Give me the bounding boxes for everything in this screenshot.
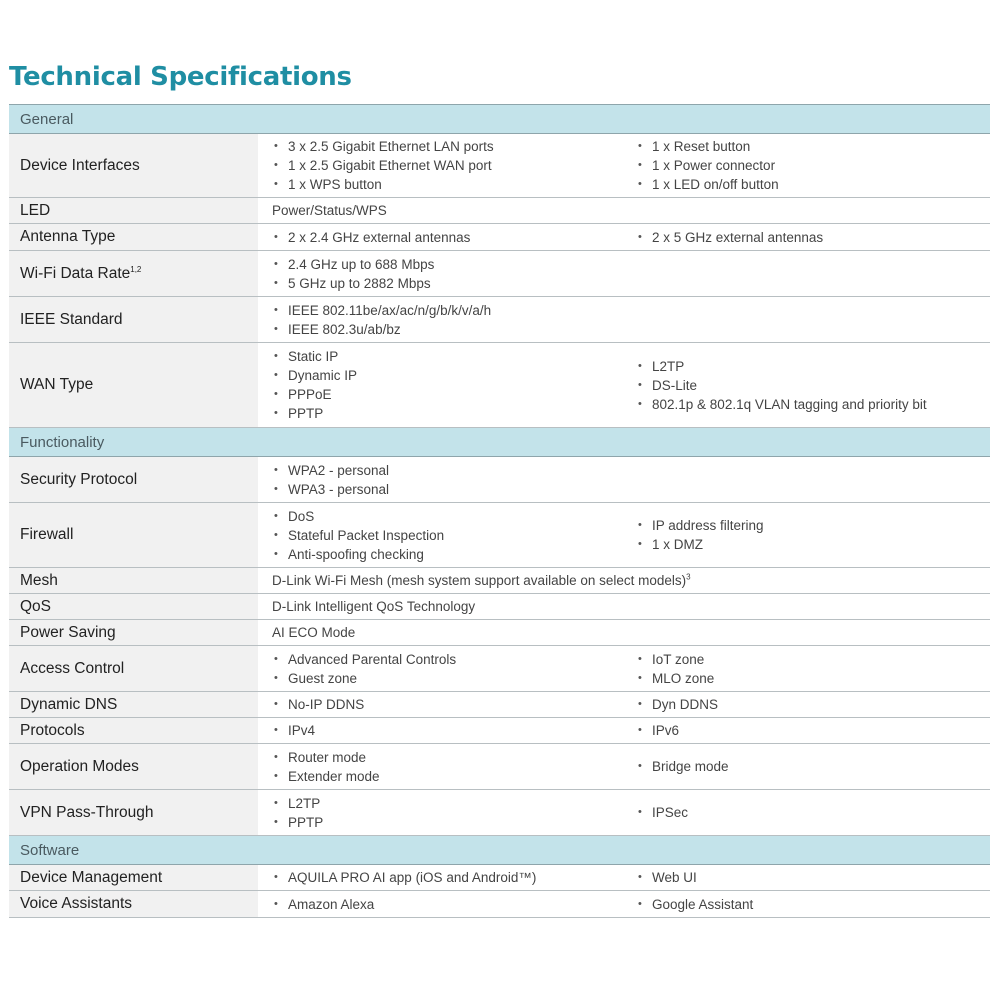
row-label: LED xyxy=(9,198,258,224)
list-item: • IEEE 802.3u/ab/bz xyxy=(272,320,990,339)
value-text: D-Link Wi-Fi Mesh (mesh system support available on select models) xyxy=(272,573,687,588)
row-value-right xyxy=(622,134,990,198)
row-led xyxy=(9,198,990,224)
list-item: • DoS xyxy=(272,507,622,526)
list-item: • L2TP xyxy=(272,794,622,813)
list-item: • 1 x Power connector xyxy=(636,156,990,175)
list-item: • IPv4 xyxy=(272,721,622,740)
row-value-left xyxy=(258,790,622,836)
list-item: • 3 x 2.5 Gigabit Ethernet LAN ports xyxy=(272,137,622,156)
row-value-right xyxy=(622,891,990,918)
list-item: • Bridge mode xyxy=(636,757,990,776)
list-item: • Amazon Alexa xyxy=(272,895,622,914)
list-item: • 802.1p & 802.1q VLAN tagging and priority bit xyxy=(636,395,990,414)
page-title: Technical Specifications xyxy=(9,62,352,92)
row-label: Mesh xyxy=(9,568,258,594)
row-label: Access Control xyxy=(9,646,258,692)
section-heading: Functionality xyxy=(9,428,990,457)
list-item: • PPTP xyxy=(272,813,622,832)
row-value xyxy=(258,568,990,594)
row-value-left xyxy=(258,865,622,891)
footnote-marker: 3 xyxy=(686,572,691,582)
row-vpn-pass-through xyxy=(9,790,990,836)
list-item: • Advanced Parental Controls xyxy=(272,650,622,669)
row-value-right xyxy=(622,646,990,692)
list-item: • 1 x WPS button xyxy=(272,175,622,194)
section-software xyxy=(9,836,990,865)
list-item: • Extender mode xyxy=(272,767,622,786)
list-item: • Dyn DDNS xyxy=(636,695,990,714)
list-item: • Stateful Packet Inspection xyxy=(272,526,622,545)
list-item: • L2TP xyxy=(636,357,990,376)
list-item: • 1 x DMZ xyxy=(636,535,990,554)
row-label: Protocols xyxy=(9,718,258,744)
row-label: Dynamic DNS xyxy=(9,692,258,718)
list-item: • Web UI xyxy=(636,868,990,887)
row-value-right xyxy=(622,865,990,891)
list-item: • AQUILA PRO AI app (iOS and Android™) xyxy=(272,868,622,887)
row-power-saving xyxy=(9,620,990,646)
value-text: Power/Status/WPS xyxy=(272,203,387,218)
row-value-left xyxy=(258,503,622,568)
row-value-left xyxy=(258,692,622,718)
row-label: QoS xyxy=(9,594,258,620)
list-item: • DS-Lite xyxy=(636,376,990,395)
row-value xyxy=(258,297,990,343)
row-label: Security Protocol xyxy=(9,457,258,503)
row-qos xyxy=(9,594,990,620)
row-value-left xyxy=(258,891,622,918)
row-dynamic-dns xyxy=(9,692,990,718)
row-voice-assistants xyxy=(9,891,990,918)
row-label: IEEE Standard xyxy=(9,297,258,343)
row-ieee-standard xyxy=(9,297,990,343)
list-item: • 1 x LED on/off button xyxy=(636,175,990,194)
list-item: • 1 x 2.5 Gigabit Ethernet WAN port xyxy=(272,156,622,175)
row-label: Operation Modes xyxy=(9,744,258,790)
list-item: • Google Assistant xyxy=(636,895,990,914)
value-text: AI ECO Mode xyxy=(272,625,356,640)
row-value xyxy=(258,198,990,224)
row-value xyxy=(258,620,990,646)
list-item: • Anti-spoofing checking xyxy=(272,545,622,564)
value-text: D-Link Intelligent QoS Technology xyxy=(272,599,476,614)
row-device-interfaces xyxy=(9,134,990,198)
row-security-protocol xyxy=(9,457,990,503)
row-label: Firewall xyxy=(9,503,258,568)
row-value xyxy=(258,251,990,297)
list-item: • Static IP xyxy=(272,347,622,366)
section-heading: General xyxy=(9,105,990,134)
row-value-right xyxy=(622,718,990,744)
list-item: • MLO zone xyxy=(636,669,990,688)
list-item: • 2.4 GHz up to 688 Mbps xyxy=(272,255,990,274)
row-value xyxy=(258,457,990,503)
row-label: WAN Type xyxy=(9,343,258,428)
row-value-right xyxy=(622,343,990,428)
row-label: Device Management xyxy=(9,865,258,891)
row-value-left xyxy=(258,224,622,251)
row-label: Voice Assistants xyxy=(9,891,258,918)
row-value-left xyxy=(258,646,622,692)
list-item: • 1 x Reset button xyxy=(636,137,990,156)
list-item: • No-IP DDNS xyxy=(272,695,622,714)
section-heading: Software xyxy=(9,836,990,865)
value-text-wrap xyxy=(272,571,990,590)
list-item: • IoT zone xyxy=(636,650,990,669)
list-item: • 5 GHz up to 2882 Mbps xyxy=(272,274,990,293)
list-item: • WPA3 - personal xyxy=(272,480,990,499)
row-label: VPN Pass-Through xyxy=(9,790,258,836)
row-operation-modes xyxy=(9,744,990,790)
list-item: • Router mode xyxy=(272,748,622,767)
list-item: • IPSec xyxy=(636,803,990,822)
row-value-left xyxy=(258,134,622,198)
section-general xyxy=(9,105,990,134)
row-label-cell xyxy=(9,251,258,297)
list-item: • IPv6 xyxy=(636,721,990,740)
list-item: • Dynamic IP xyxy=(272,366,622,385)
footnote-marker: 1,2 xyxy=(130,264,142,274)
row-wifi-data-rate xyxy=(9,251,990,297)
row-firewall xyxy=(9,503,990,568)
list-item: • 2 x 5 GHz external antennas xyxy=(636,228,990,247)
row-protocols xyxy=(9,718,990,744)
row-antenna-type xyxy=(9,224,990,251)
row-value xyxy=(258,594,990,620)
row-value-right xyxy=(622,744,990,790)
list-item: • IEEE 802.11be/ax/ac/n/g/b/k/v/a/h xyxy=(272,301,990,320)
row-value-right xyxy=(622,790,990,836)
row-device-management xyxy=(9,865,990,891)
list-item: • PPPoE xyxy=(272,385,622,404)
row-label: Device Interfaces xyxy=(9,134,258,198)
list-item: • WPA2 - personal xyxy=(272,461,990,480)
row-label: Power Saving xyxy=(9,620,258,646)
list-item: • 2 x 2.4 GHz external antennas xyxy=(272,228,622,247)
spec-table xyxy=(9,104,990,918)
row-value-right xyxy=(622,224,990,251)
row-wan-type xyxy=(9,343,990,428)
row-mesh xyxy=(9,568,990,594)
list-item: • Guest zone xyxy=(272,669,622,688)
row-label: Antenna Type xyxy=(9,224,258,251)
row-value-left xyxy=(258,718,622,744)
row-value-right xyxy=(622,503,990,568)
list-item: • IP address filtering xyxy=(636,516,990,535)
row-value-right xyxy=(622,692,990,718)
row-label: Wi-Fi Data Rate xyxy=(20,264,131,282)
row-value-left xyxy=(258,744,622,790)
section-functionality xyxy=(9,428,990,457)
list-item: • PPTP xyxy=(272,404,622,423)
row-value-left xyxy=(258,343,622,428)
row-access-control xyxy=(9,646,990,692)
